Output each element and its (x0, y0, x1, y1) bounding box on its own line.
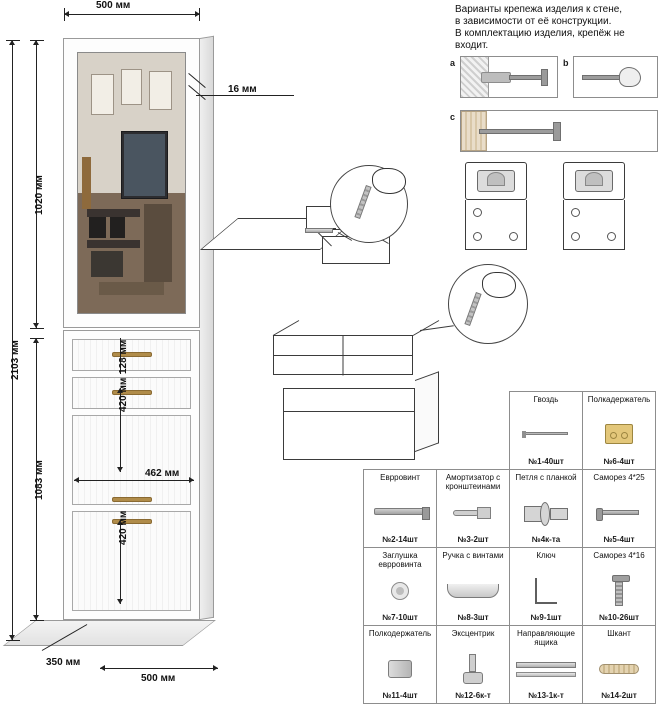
dim-top-width: 500 мм (96, 0, 131, 11)
table-row (364, 392, 656, 470)
screw-25-icon (583, 496, 655, 530)
part-name: Шкант (607, 629, 631, 638)
dim-base-width-visible: 500 мм (141, 673, 176, 684)
tick (30, 620, 44, 621)
lower-cabinet-body (63, 330, 200, 620)
bracket-screw-hole (571, 232, 580, 241)
shelf-support-icon (583, 418, 655, 452)
part-cell-shelf-support (583, 392, 656, 470)
part-cell-cap (364, 548, 437, 626)
bracket-screw-hole (473, 232, 482, 241)
note-line-3: В комплектацию изделия, крепёж не (455, 28, 625, 39)
wall-bracket-detail-left (457, 162, 535, 262)
hand-icon (482, 272, 516, 298)
arrow (117, 467, 123, 472)
bracket-body (465, 200, 527, 250)
tick (199, 8, 200, 21)
mirror-reflection-photo (78, 53, 185, 313)
part-qty: №13-1к-т (528, 691, 564, 700)
fixing-option-a (460, 56, 558, 98)
part-name: Заглушка еврровинта (378, 551, 422, 569)
bracket-hole (487, 172, 505, 186)
arrow (74, 477, 79, 483)
dim-inner-width: 462 мм (145, 468, 180, 479)
part-qty: №11-4шт (382, 691, 418, 700)
nail-icon (510, 418, 582, 452)
arrow (213, 665, 218, 671)
bracket-body (563, 200, 625, 250)
screw-icon (509, 75, 543, 80)
screwdriver-icon (619, 67, 641, 87)
hand-icon (372, 168, 406, 194)
part-name: Саморез 4*16 (593, 551, 645, 560)
mirror-cabinet-body (63, 38, 200, 328)
part-qty: №2-14шт (382, 535, 418, 544)
wall-fixing-note (455, 4, 663, 52)
tick (64, 8, 65, 21)
damper-icon (437, 496, 509, 530)
tick (30, 328, 44, 329)
part-qty: №8-3шт (457, 613, 489, 622)
part-cell-damper (437, 470, 510, 548)
bracket-hole (585, 172, 603, 186)
tick (6, 40, 20, 41)
note-line-4: входит. (455, 40, 489, 51)
wall-bracket-detail-right (555, 162, 633, 262)
screw-16-icon (583, 574, 655, 608)
part-name: Полкодержатель (368, 629, 432, 638)
part-cell-drawer-slide (510, 626, 583, 704)
divider-line (343, 336, 344, 376)
part-name: Гвоздь (533, 395, 559, 404)
part-name: Ручка с винтами (442, 551, 504, 560)
fixing-option-c (460, 110, 658, 152)
tick (6, 640, 20, 641)
part-name: Полкадержатель (587, 395, 651, 404)
sketch-line (273, 320, 299, 336)
part-qty: №6-4шт (603, 457, 635, 466)
screw-head-icon (541, 69, 548, 86)
dim-door-upper: 420 мм (118, 377, 129, 412)
note-line-2: в зависимости от её конструкции. (455, 16, 612, 27)
part-qty: №10-26шт (599, 613, 639, 622)
door-upper (72, 415, 191, 505)
fixing-label-c: c (450, 112, 456, 122)
part-qty: №9-1шт (530, 613, 562, 622)
door-handle-upper (112, 497, 152, 502)
arrow (189, 477, 194, 483)
part-name: Ключ (536, 551, 556, 560)
part-cell-euro-screw (364, 470, 437, 548)
empty-cell (437, 392, 510, 470)
table-row (364, 548, 656, 626)
cabinet-base-perspective (3, 620, 216, 646)
part-qty: №12-6к-т (455, 691, 491, 700)
dim-door-lower: 420 мм (118, 510, 129, 545)
part-cell-hinge (510, 470, 583, 548)
part-name: Амортизатор с кронштеинами (445, 473, 501, 491)
dim-mirror-height: 1020 мм (34, 175, 45, 215)
fixing-option-b (573, 56, 658, 98)
table-row (364, 626, 656, 704)
dim-16mm: 16 мм (228, 84, 257, 95)
part-cell-screw-16 (583, 548, 656, 626)
screw-head-icon (553, 122, 561, 141)
callout-16mm-line (196, 95, 294, 96)
cam-lock-icon (437, 652, 509, 686)
part-qty: №14-2шт (601, 691, 637, 700)
drawer-slide-icon (510, 652, 582, 686)
fixing-label-b: b (563, 58, 569, 68)
part-cell-handle (437, 548, 510, 626)
bracket-screw-hole (509, 232, 518, 241)
dim-drawer-height: 128 мм (118, 339, 129, 374)
part-name: Эксцентрик (451, 629, 495, 638)
dim-line-inner-width (74, 480, 194, 481)
part-cell-dowel (583, 626, 656, 704)
part-name: Саморез 4*25 (593, 473, 645, 482)
handle-icon (437, 574, 509, 608)
part-qty: №5-4шт (603, 535, 635, 544)
part-name: Еврровинт (380, 473, 420, 482)
part-qty: №1-40шт (528, 457, 564, 466)
part-qty: №3-2шт (457, 535, 489, 544)
part-qty: №4к-та (531, 535, 561, 544)
part-name: Петля с планкой (515, 473, 577, 482)
part-cell-cam-lock (437, 626, 510, 704)
empty-cell (364, 392, 437, 470)
part-cell-screw-25 (583, 470, 656, 548)
mirror-glass (77, 52, 186, 314)
screw-icon (582, 75, 622, 80)
hinge-icon (510, 496, 582, 530)
bracket-screw-hole (473, 208, 482, 217)
part-cell-nail (510, 392, 583, 470)
cabinet-side-panel (200, 36, 214, 620)
parts-list-table (363, 391, 656, 704)
dim-line-base-width (100, 668, 218, 669)
euro-screw-icon (364, 496, 436, 530)
tick (30, 40, 44, 41)
screw-icon (479, 129, 555, 134)
shelf-holder-icon (364, 652, 436, 686)
part-qty: №7-10шт (382, 613, 418, 622)
door-lower (72, 511, 191, 611)
wall-plug-icon (481, 72, 511, 83)
dim-lower-height: 1083 мм (34, 460, 45, 500)
bracket-screw-hole (571, 208, 580, 217)
dim-base-depth: 350 мм (46, 657, 81, 668)
key-icon (510, 574, 582, 608)
table-row (364, 470, 656, 548)
arrow (117, 599, 123, 604)
cap-icon (364, 574, 436, 608)
bracket-screw-hole (607, 232, 616, 241)
dowel-icon (583, 652, 655, 686)
note-line-1: Варианты крепежа изделия к стене, (455, 4, 623, 15)
part-cell-key (510, 548, 583, 626)
fixing-label-a: a (450, 58, 456, 68)
arrow (100, 665, 105, 671)
dim-line-top-width (64, 14, 200, 15)
dim-total-height: 2103 мм (10, 340, 21, 380)
part-name: Направляющие ящика (516, 629, 576, 647)
part-cell-shelf-holder (364, 626, 437, 704)
tick (30, 338, 44, 339)
drawer-slide-part (305, 228, 333, 233)
